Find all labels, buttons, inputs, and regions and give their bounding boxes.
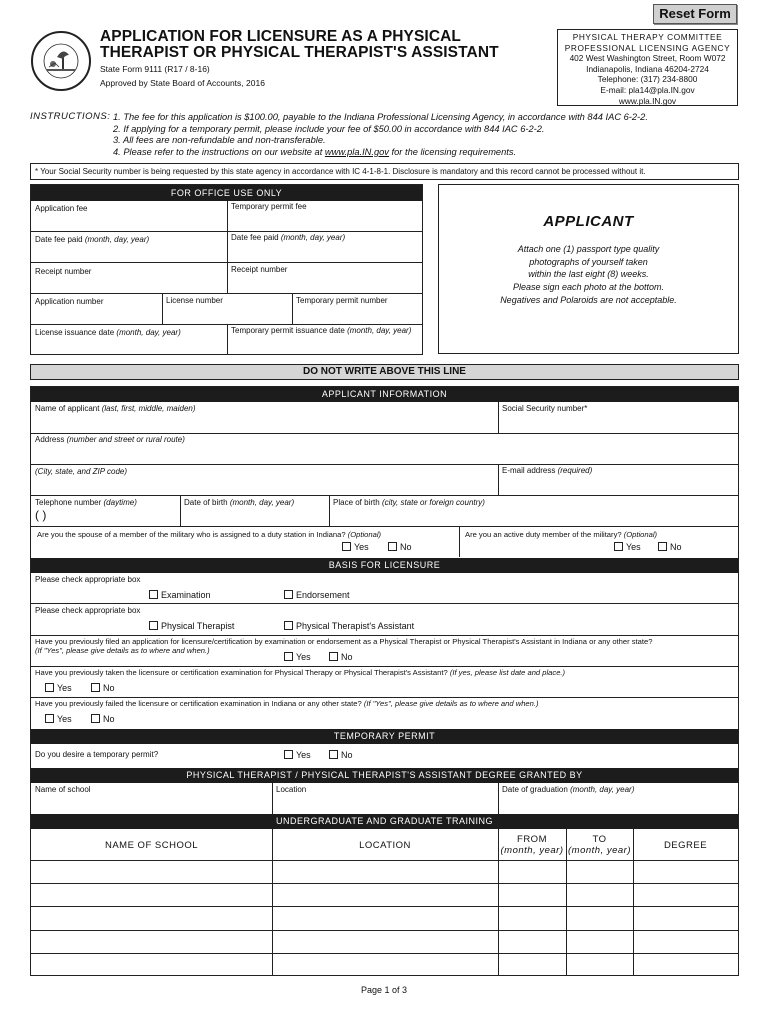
checkbox-icon[interactable]	[614, 542, 623, 551]
table-row[interactable]	[31, 954, 738, 976]
indiana-state-seal	[31, 31, 91, 91]
applicant-info-header: APPLICANT INFORMATION	[31, 387, 738, 402]
application-fee-field[interactable]: Application fee	[35, 204, 88, 213]
endorsement-option[interactable]: Endorsement	[284, 590, 350, 600]
form-title	[100, 29, 550, 61]
temp-permit-question: Do you desire a temporary permit?	[35, 750, 159, 759]
applicant-photo-box[interactable]	[438, 184, 739, 354]
place-of-birth-field[interactable]: Place of birth (city, state or foreign country)	[333, 498, 485, 507]
do-not-write-banner: DO NOT WRITE ABOVE THIS LINE	[30, 364, 739, 380]
degree-granted-header: PHYSICAL THERAPIST / PHYSICAL THERAPIST'S ASSISTANT DEGREE GRANTED BY	[31, 768, 738, 783]
agency-address-box: PHYSICAL THERAPY COMMITTEE PROFESSIONAL LICENSING AGENCY 402 West Washington Street, Room W072 Indianapolis, Indiana 46204-2724 Telephone: (317) 234-8800 E-mail: pla14@pla.IN.gov www.pla.IN.gov	[557, 29, 738, 106]
military-spouse-question: Are you the spouse of a member of the military who is assigned to a duty station in Indiana? (Optional)	[37, 530, 382, 539]
checkbox-icon[interactable]	[45, 683, 54, 692]
photo-box-title: APPLICANT	[543, 213, 634, 230]
approval-note: Approved by State Board of Accounts, 2016	[100, 78, 265, 88]
temp-issuance-date-field[interactable]: Temporary permit issuance date (month, day, year)	[231, 326, 412, 335]
previously-taken-yes[interactable]: Yes	[45, 683, 72, 693]
basis-header: BASIS FOR LICENSURE	[31, 558, 738, 573]
col-name-of-school: NAME OF SCHOOL	[104, 840, 199, 851]
main-form-box	[30, 386, 739, 976]
previously-filed-yes[interactable]: Yes	[284, 652, 311, 662]
office-use-header: FOR OFFICE USE ONLY	[31, 185, 422, 201]
previously-failed-question: Have you previously failed the licensure or certification examination in Indiana or any other state? (If "Yes", please give details as to where and when.)	[35, 699, 539, 708]
ssn-disclosure-note: * Your Social Security number is being requested by this state agency in accordance with IC 4-1-8-1. Disclosure is mandatory and this record cannot be processed without it.	[30, 163, 739, 180]
table-row[interactable]	[31, 907, 738, 930]
col-degree: DEGREE	[663, 840, 708, 851]
active-duty-no[interactable]: No	[658, 542, 682, 552]
active-duty-question: Are you an active duty member of the military? (Optional)	[465, 530, 658, 539]
office-use-box	[30, 184, 423, 355]
date-of-birth-field[interactable]: Date of birth (month, day, year)	[184, 498, 295, 507]
checkbox-icon[interactable]	[149, 621, 158, 630]
instructions-label: INSTRUCTIONS:	[30, 111, 111, 122]
checkbox-icon[interactable]	[284, 621, 293, 630]
pt-assistant-option[interactable]: Physical Therapist's Assistant	[284, 621, 414, 631]
degree-school-field[interactable]: Name of school	[35, 785, 91, 794]
temp-permit-number-field[interactable]: Temporary permit number	[296, 296, 388, 305]
table-row[interactable]	[31, 861, 738, 883]
graduation-date-field[interactable]: Date of graduation (month, day, year)	[502, 785, 635, 794]
previously-filed-no[interactable]: No	[329, 652, 353, 662]
checkbox-icon[interactable]	[284, 590, 293, 599]
address-field[interactable]: Address (number and street or rural route)	[35, 435, 185, 444]
email-field[interactable]: E-mail address (required)	[502, 466, 593, 475]
checkbox-icon[interactable]	[284, 652, 293, 661]
license-number-field[interactable]: License number	[166, 296, 223, 305]
col-from: FROM (month, year)	[500, 834, 564, 856]
previously-taken-question: Have you previously taken the licensure or certification examination for Physical Therapy or Physical Therapist's Assistant? (If yes, please list date and place.)	[35, 668, 566, 677]
ssn-field[interactable]: Social Security number*	[502, 404, 588, 413]
application-number-field[interactable]: Application number	[35, 297, 104, 306]
reset-form-button[interactable]: Reset Form	[653, 4, 737, 24]
photo-instructions: Attach one (1) passport type quality photographs of yourself taken within the last eight (8) weeks. Please sign each photo at the bottom. Negatives and Polaroids are not acceptable.	[500, 244, 677, 305]
active-duty-yes[interactable]: Yes	[614, 542, 641, 552]
checkbox-icon[interactable]	[388, 542, 397, 551]
receipt-number-field[interactable]: Receipt number	[35, 267, 92, 276]
title-line-1: APPLICATION FOR LICENSURE AS A PHYSICAL	[100, 28, 461, 45]
table-row[interactable]	[31, 931, 738, 953]
temporary-permit-header: TEMPORARY PERMIT	[31, 729, 738, 744]
checkbox-icon[interactable]	[91, 683, 100, 692]
previously-failed-yes[interactable]: Yes	[45, 714, 72, 724]
checkbox-icon[interactable]	[329, 652, 338, 661]
checkbox-icon[interactable]	[91, 714, 100, 723]
date-fee-paid-field[interactable]: Date fee paid (month, day, year)	[35, 235, 150, 244]
checkbox-icon[interactable]	[658, 542, 667, 551]
temp-permit-yes[interactable]: Yes	[284, 750, 311, 760]
instructions-list: 1. The fee for this application is $100.00, payable to the Indiana Professional Licensing Agency, in accordance with 844 IAC 6-2-2. 2. If applying for a temporary permit, please include your fee of $50.00 in accordance with 844 IAC 6-2-2. 3. All fees are non-refundable and non-transferable. 4. Please refer to the instructions on our website at www.pla.IN.gov for the licensing requirements.	[113, 112, 648, 157]
previously-failed-no[interactable]: No	[91, 714, 115, 724]
telephone-field[interactable]: Telephone number (daytime) ( )	[35, 498, 137, 522]
military-spouse-yes[interactable]: Yes	[342, 542, 369, 552]
title-line-2: THERAPIST OR PHYSICAL THERAPIST'S ASSISTANT	[100, 44, 499, 61]
degree-location-field[interactable]: Location	[276, 785, 307, 794]
page-number: Page 1 of 3	[360, 985, 408, 995]
physical-therapist-option[interactable]: Physical Therapist	[149, 621, 234, 631]
col-to: TO (month, year)	[568, 834, 631, 856]
checkbox-icon[interactable]	[149, 590, 158, 599]
previously-filed-question: Have you previously filed an application for licensure/certification by examination or endorsement as a Physical Therapist or Physical Therapist's Assistant in Indiana or any other state? (If "Yes", please give details as to where and when.)	[35, 637, 653, 655]
temp-date-fee-paid-field[interactable]: Date fee paid (month, day, year)	[231, 233, 346, 242]
examination-option[interactable]: Examination	[149, 590, 211, 600]
checkbox-icon[interactable]	[329, 750, 338, 759]
website-link[interactable]: www.pla.IN.gov	[324, 146, 389, 157]
temp-permit-no[interactable]: No	[329, 750, 353, 760]
state-form-number: State Form 9111 (R17 / 8-16)	[100, 64, 210, 74]
table-row[interactable]	[31, 884, 738, 906]
military-spouse-no[interactable]: No	[388, 542, 412, 552]
previously-taken-no[interactable]: No	[91, 683, 115, 693]
city-state-zip-field[interactable]: (City, state, and ZIP code)	[35, 467, 128, 476]
col-location: LOCATION	[359, 840, 411, 851]
license-issuance-date-field[interactable]: License issuance date (month, day, year)	[35, 328, 181, 337]
training-header: UNDERGRADUATE AND GRADUATE TRAINING	[31, 814, 738, 829]
basis-check-label-1: Please check appropriate box	[35, 575, 141, 584]
checkbox-icon[interactable]	[342, 542, 351, 551]
basis-check-label-2: Please check appropriate box	[35, 606, 141, 615]
checkbox-icon[interactable]	[284, 750, 293, 759]
temp-permit-fee-field[interactable]: Temporary permit fee	[231, 202, 307, 211]
seal-icon	[33, 33, 89, 89]
temp-receipt-number-field[interactable]: Receipt number	[231, 265, 288, 274]
checkbox-icon[interactable]	[45, 714, 54, 723]
applicant-name-field[interactable]: Name of applicant (last, first, middle, maiden)	[35, 404, 196, 413]
